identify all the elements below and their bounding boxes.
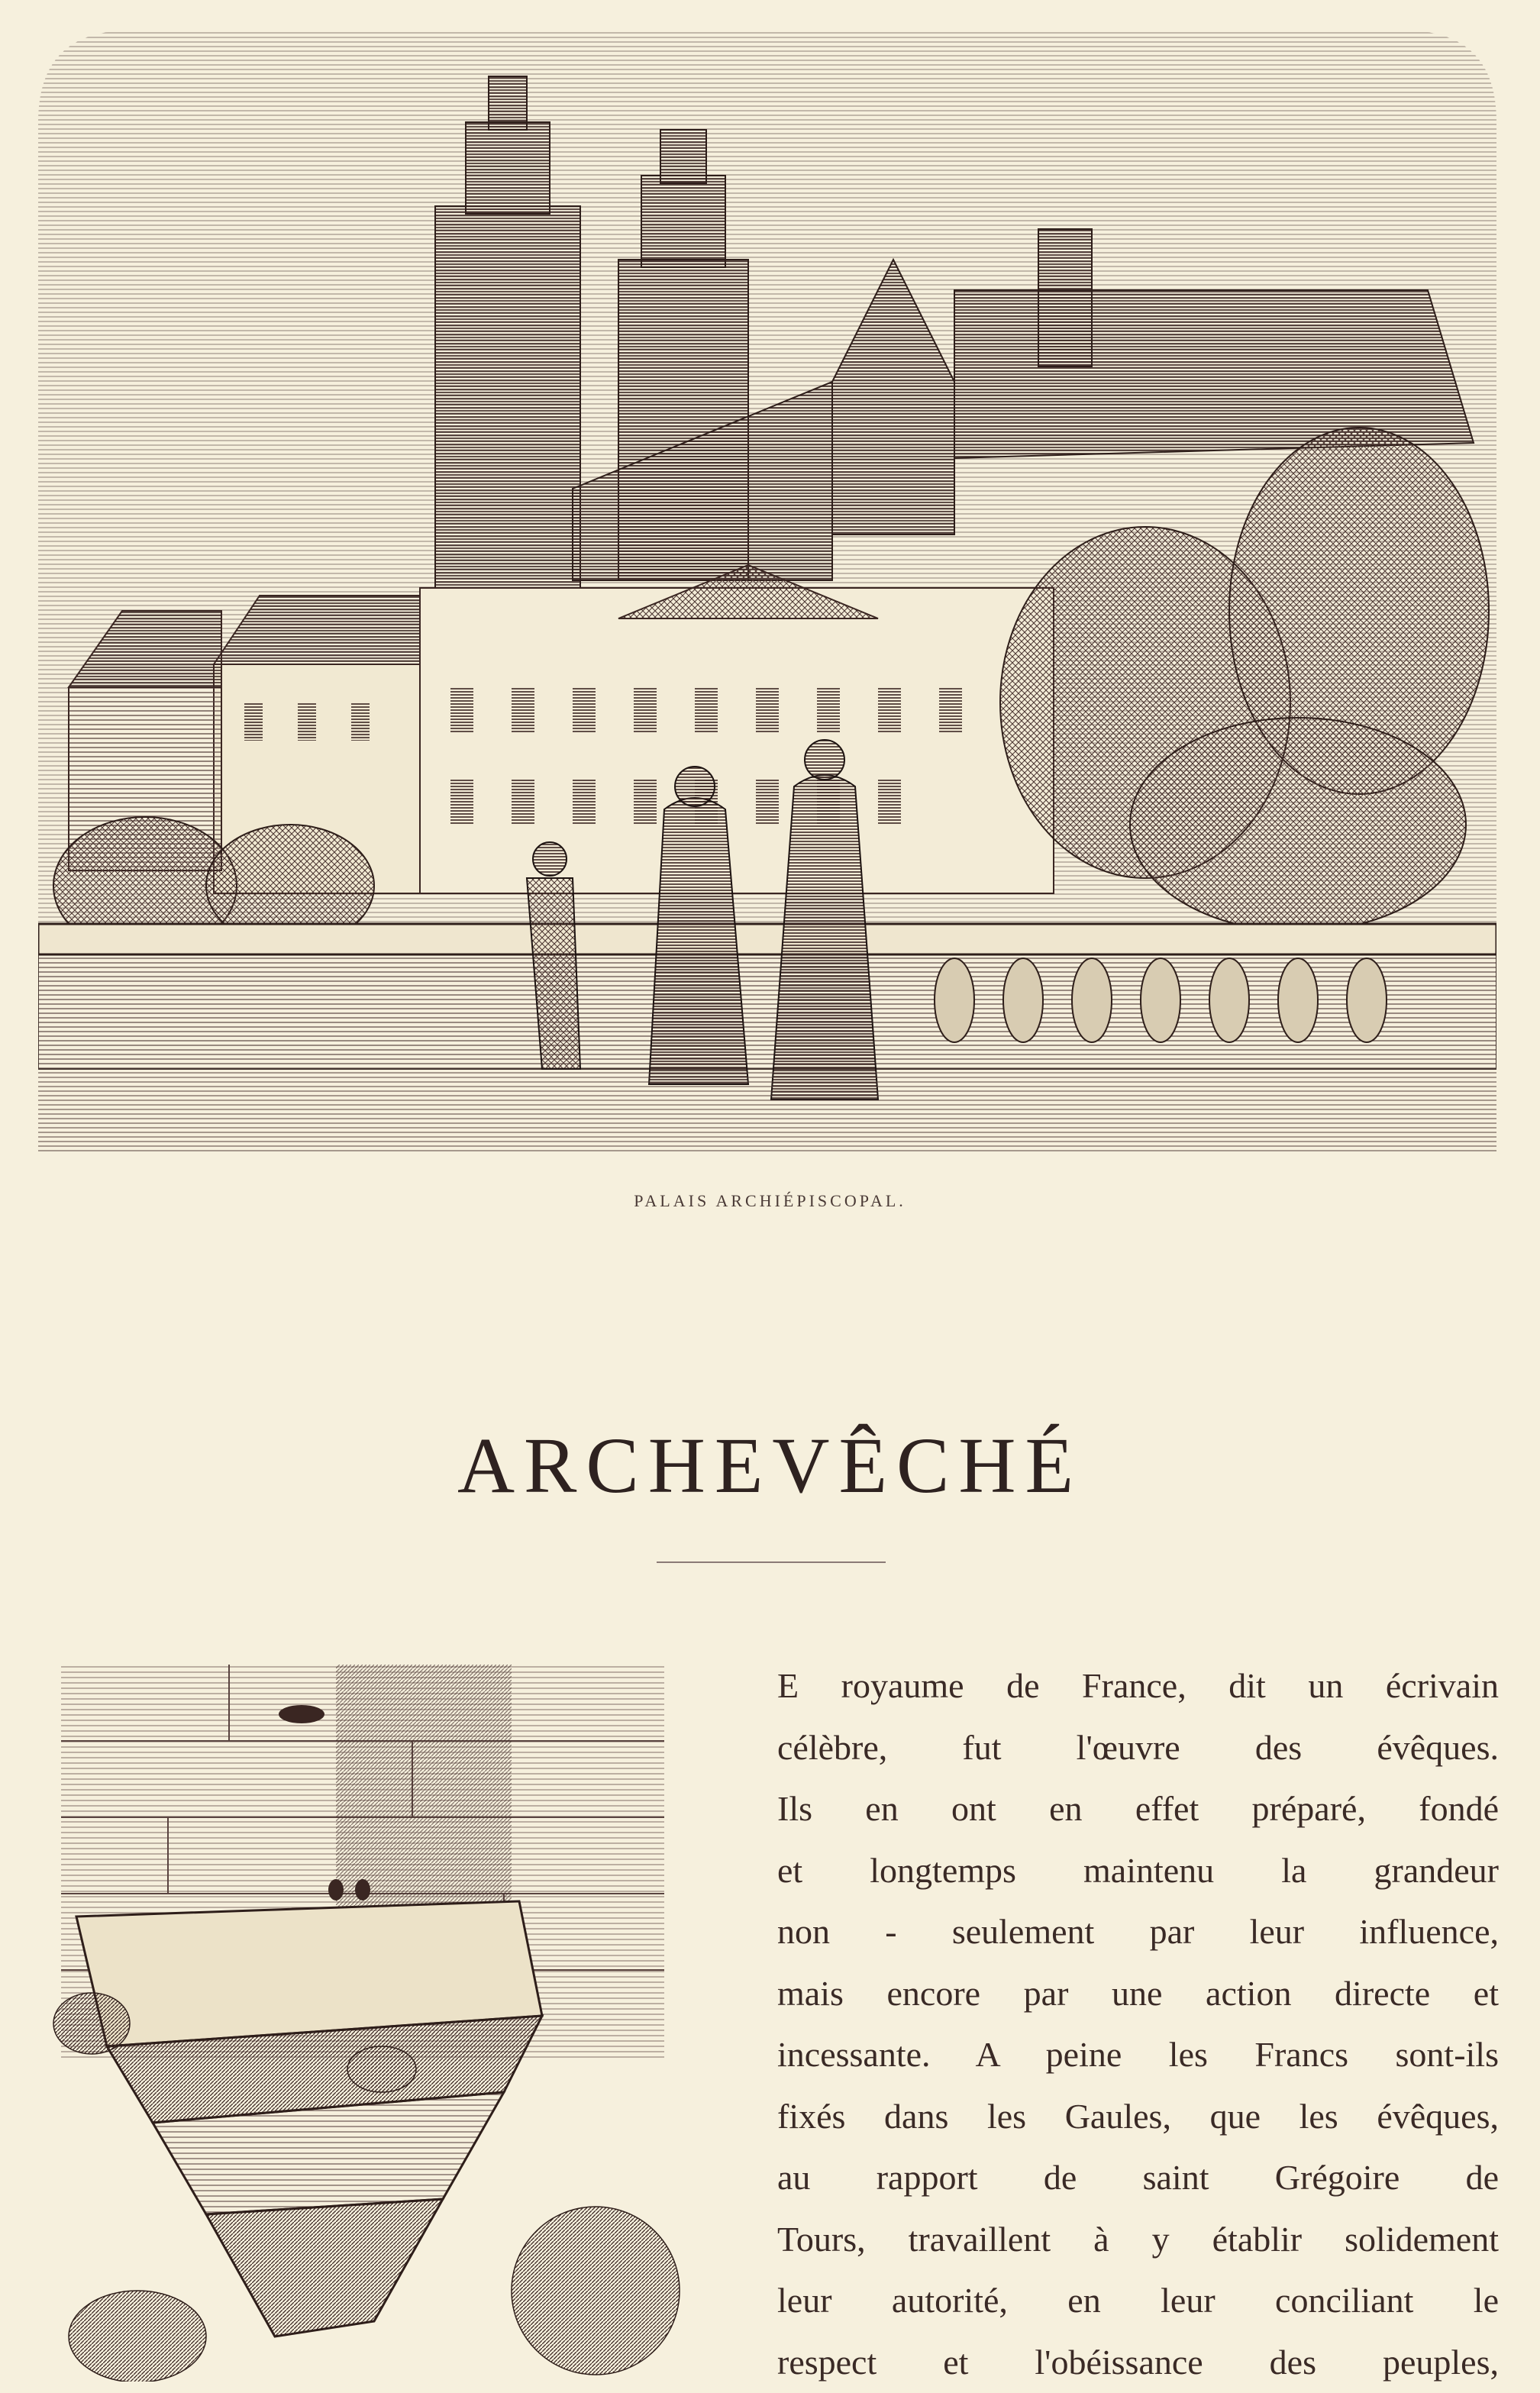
- text-line: fixés dans les Gaules, que les évêques,: [777, 2086, 1499, 2148]
- text-line: célèbre, fut l'œuvre des évêques.: [777, 1717, 1499, 1779]
- text-line: respect et l'obéissance des peuples,: [777, 2332, 1499, 2393]
- body-paragraph: [777, 1655, 1499, 2393]
- figure-caption: PALAIS ARCHIÉPISCOPAL.: [0, 1191, 1540, 1211]
- text-line: incessante. A peine les Francs sont-ils: [777, 2024, 1499, 2086]
- text-line: E royaume de France, dit un écrivain: [777, 1655, 1499, 1717]
- palace-engraving: [38, 31, 1496, 1153]
- text-line: leur autorité, en leur conciliant le: [777, 2270, 1499, 2332]
- balcony-vignette: [46, 1665, 748, 2382]
- chapter-title: ARCHEVÊCHÉ: [0, 1420, 1540, 1511]
- text-line: mais encore par une action directe et: [777, 1963, 1499, 2025]
- text-line: Ils en ont en effet préparé, fondé: [777, 1778, 1499, 1840]
- text-line: Tours, travaillent à y établir solidement: [777, 2209, 1499, 2271]
- text-line: et longtemps maintenu la grandeur: [777, 1840, 1499, 1902]
- title-rule: [657, 1561, 886, 1563]
- text-line: non - seulement par leur influence,: [777, 1901, 1499, 1963]
- text-line: au rapport de saint Grégoire de: [777, 2147, 1499, 2209]
